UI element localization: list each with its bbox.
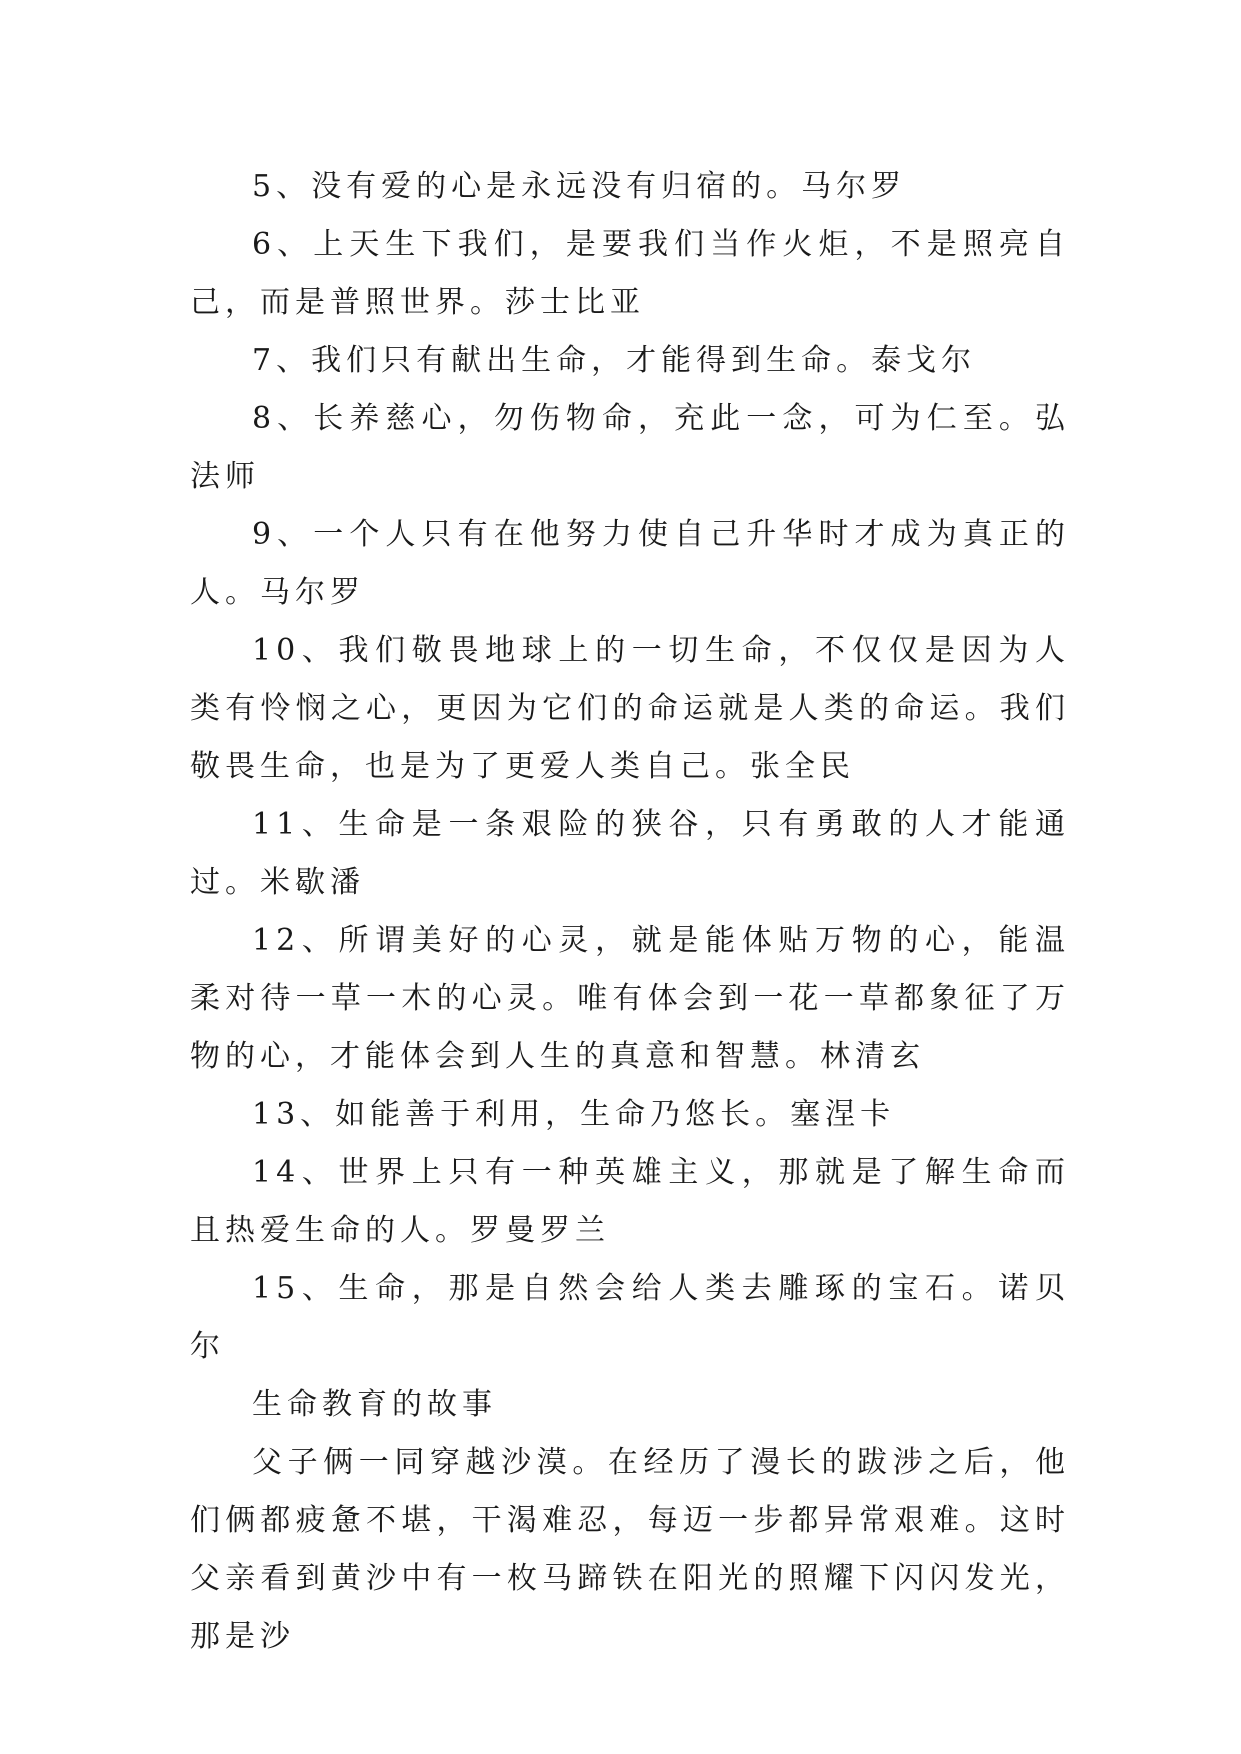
section-heading: 生命教育的故事 <box>252 1387 497 1422</box>
quote-paragraph-8: 8、长养慈心，勿伤物命，充此一念，可为仁至。弘法师 <box>190 401 1070 494</box>
quote-paragraph-11: 11、生命是一条艰险的狭谷，只有勇敢的人才能通过。米歇潘 <box>190 807 1070 900</box>
quote-paragraph-15: 15、生命，那是自然会给人类去雕琢的宝石。诺贝尔 <box>190 1271 1070 1364</box>
quote-paragraph-13: 13、如能善于利用，生命乃悠长。塞涅卡 <box>252 1097 896 1132</box>
quote-paragraph-14: 14、世界上只有一种英雄主义，那就是了解生命而且热爱生命的人。罗曼罗兰 <box>190 1155 1070 1248</box>
quote-paragraph-12: 12、所谓美好的心灵，就是能体贴万物的心，能温柔对待一草一木的心灵。唯有体会到一花一草都象征了万物的心，才能体会到人生的真意和智慧。林清玄 <box>190 923 1070 1074</box>
quote-paragraph-5: 5、没有爱的心是永远没有归宿的。马尔罗 <box>252 169 907 204</box>
quote-paragraph-7: 7、我们只有献出生命，才能得到生命。泰戈尔 <box>252 343 977 378</box>
story-paragraph: 父子俩一同穿越沙漠。在经历了漫长的跋涉之后，他们俩都疲惫不堪，干渴难忍，每迈一步都异常艰难。这时父亲看到黄沙中有一枚马蹄铁在阳光的照耀下闪闪发光，那是沙 <box>190 1445 1070 1654</box>
quote-paragraph-10: 10、我们敬畏地球上的一切生命，不仅仅是因为人类有怜悯之心，更因为它们的命运就是人类的命运。我们敬畏生命，也是为了更爱人类自己。张全民 <box>190 633 1070 784</box>
quote-paragraph-6: 6、上天生下我们，是要我们当作火炬，不是照亮自己，而是普照世界。莎士比亚 <box>190 227 1070 320</box>
document-body <box>190 158 1070 1666</box>
quote-paragraph-9: 9、一个人只有在他努力使自己升华时才成为真正的人。马尔罗 <box>190 517 1070 610</box>
